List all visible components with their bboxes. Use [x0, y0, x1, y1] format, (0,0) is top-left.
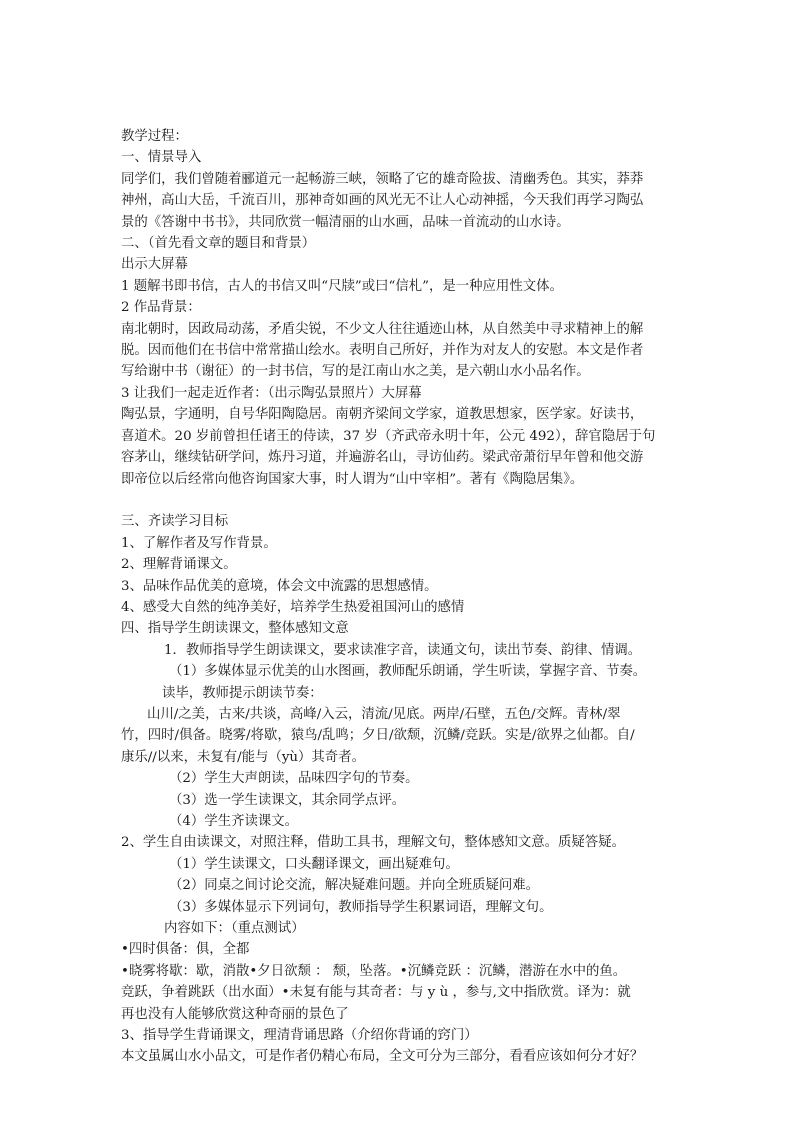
list-item: （2）同桌之间讨论交流，解决疑难问题。并向全班质疑问难。 [169, 878, 540, 894]
list-item: 4、感受大自然的纯净美好，培养学生热爱祖国河山的感情 [121, 599, 465, 615]
paragraph-line: 读毕，教师提示朗读节奏： [162, 685, 323, 701]
list-item: •晓雾将歇：歇，消散•夕日欲颓 ： 颓，坠落。•沉鳞竞跃 ：沉鳞，潜游在水中的鱼。 [121, 963, 627, 979]
section-heading: 一、情景导入 [121, 150, 202, 166]
paragraph-line: 南北朝时，因政局动荡，矛盾尖锐，不少文人往往遁迹山林，从自然美中寻求精神上的解 [121, 321, 644, 337]
paragraph-line: 竞跃，争着跳跃（出水面）•未复有能与其奇者：与 y ù ，参与,文中指欣赏。译为：就 [121, 985, 631, 1001]
paragraph-line: 陶弘景，字通明，自号华阳陶隐居。南朝齐梁间文学家，道教思想家，医学家。好读书， [121, 407, 644, 423]
list-item: （3）多媒体显示下列词句，教师指导学生积累词语，理解文句。 [169, 899, 553, 915]
paragraph-line: 写给谢中书（谢征）的一封书信，写的是江南山水之美，是六朝山水小品名作。 [121, 364, 590, 380]
list-item: •四时俱备：俱，全都 [121, 942, 250, 958]
paragraph-line: 脱。因而他们在书信中常常描山绘水。表明自己所好，并作为对友人的安慰。本文是作者 [121, 343, 644, 359]
section-heading: 四、指导学生朗读课文，整体感知文意 [121, 621, 349, 637]
paragraph-line: 即帝位以后经常向他咨询国家大事，时人谓为“山中宰相”。著有《陶隐居集》。 [121, 471, 584, 487]
list-item: （1）学生读课文，口头翻译课文，画出疑难句。 [169, 856, 459, 872]
paragraph-line: 容茅山，继续钻研学问，炼丹习道，并遍游名山，寻访仙药。梁武帝萧衍早年曾和他交游 [121, 450, 644, 466]
list-item: （4）学生齐读课文。 [169, 813, 299, 829]
section-heading: 二、（首先看文章的题目和背景） [121, 236, 316, 252]
list-item: （2）学生大声朗读，品味四字句的节奏。 [169, 771, 419, 787]
list-item: 3、品味作品优美的意境，体会文中流露的思想感情。 [121, 578, 438, 594]
list-item: 1．教师指导学生朗读课文，要求读准字音，读通文句，读出节奏、韵律、情调。 [164, 642, 642, 658]
list-item: （1）多媒体显示优美的山水图画，教师配乐朗诵，学生听读，掌握字音、节奏。 [169, 664, 647, 680]
paragraph-line: 竹，四时/俱备。晓雾/将歇，猿鸟/乱鸣；夕日/欲颓，沉鳞/竞跃。实是/欲界之仙都。自/ [121, 728, 635, 744]
paragraph-line: 本文虽属山水小品文，可是作者仍精心布局，全文可分为三部分，看看应该如何分才好？ [121, 1049, 644, 1065]
paragraph-line: 2 作品背景： [121, 300, 201, 316]
blank-line [121, 490, 691, 511]
section-heading: 三、齐读学习目标 [121, 514, 229, 530]
paragraph-line: 1 题解书即书信，古人的书信又叫“尺牍”或曰“信札”，是一种应用性文体。 [121, 278, 563, 294]
paragraph-line: 山川/之美，古来/共谈，高峰/入云，清流/见底。两岸/石壁，五色/交辉。青林/翠 [147, 706, 621, 722]
paragraph-line: 内容如下：（重点测试） [164, 921, 305, 937]
paragraph-line: 3 让我们一起走近作者：（出示陶弘景照片）大屏幕 [121, 385, 422, 401]
paragraph-line: 出示大屏幕 [121, 257, 188, 273]
paragraph-line: 同学们，我们曾随着郦道元一起畅游三峡，领略了它的雄奇险拔、清幽秀色。其实，莽莽 [121, 171, 644, 187]
list-item: 2、学生自由读课文，对照注释，借助工具书，理解文句，整体感知文意。质疑答疑。 [121, 835, 625, 851]
paragraph-line: 再也没有人能够欣赏这种奇丽的景色了 [121, 1006, 349, 1022]
list-item: （3）选一学生读课文，其余同学点评。 [169, 792, 406, 808]
paragraph-line: 康乐//以来，未复有/能与（yù）其奇者。 [121, 749, 365, 765]
document-body [121, 126, 691, 1068]
paragraph-line: 神州，高山大岳，千流百川，那神奇如画的风光无不让人心动神摇，今天我们再学习陶弘 [121, 193, 644, 209]
paragraph-line: 景的《答谢中书书》，共同欣赏一幅清丽的山水画，品味一首流动的山水诗。 [121, 214, 570, 230]
list-item: 1、了解作者及写作背景。 [121, 535, 277, 551]
list-item: 3、指导学生背诵课文，理清背诵思路（介绍你背诵的窍门） [121, 1028, 478, 1044]
section-heading: 教学过程： [121, 129, 188, 144]
paragraph-line: 喜道术。20 岁前曾担任诸王的侍读，37 岁（齐武帝永明十年，公元 492），辞官隐居于句 [121, 428, 656, 444]
list-item: 2、理解背诵课文。 [121, 557, 237, 573]
